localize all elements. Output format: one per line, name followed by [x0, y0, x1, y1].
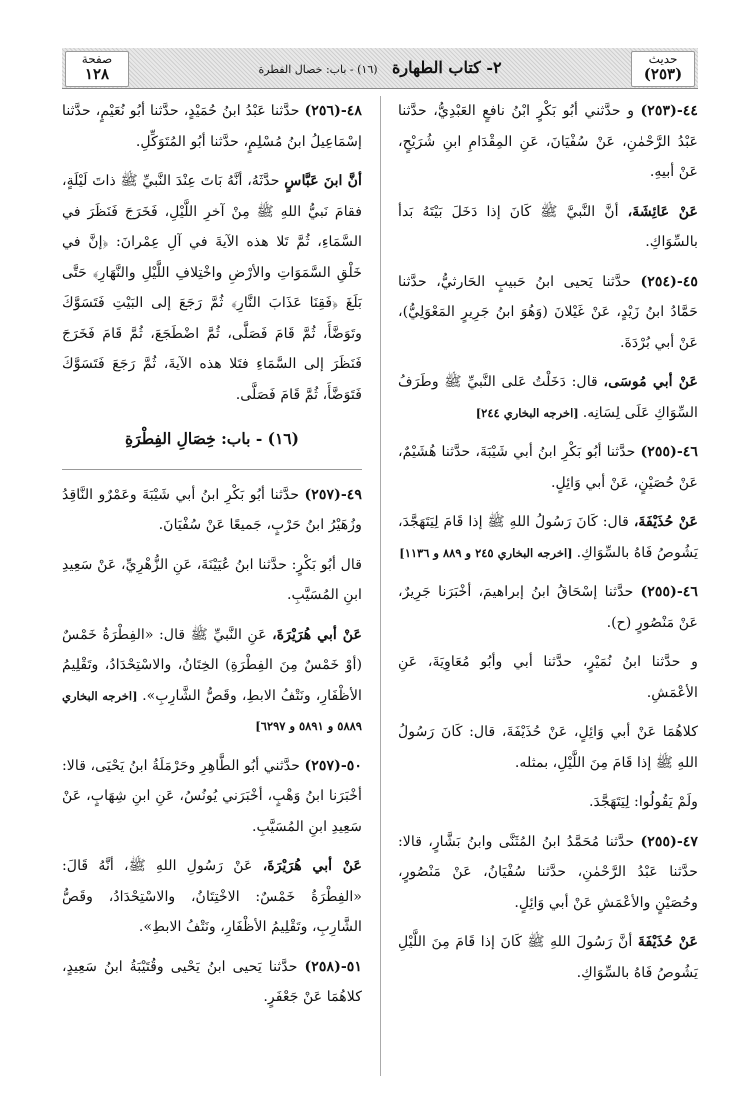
hadith-paragraph	[398, 717, 698, 778]
chapter-reference: (١٦) - باب: خصال الفطرة	[258, 63, 378, 76]
hadith-paragraph	[398, 437, 698, 498]
hadith-paragraph	[398, 367, 698, 428]
hadith-number: ٤٦-(٢٥٥)	[640, 444, 698, 460]
source-reference: [اخرجه البخاري ٥٨٨٩ و ٥٨٩١ و ٦٢٩٧]	[62, 688, 362, 733]
hadith-paragraph	[398, 787, 698, 818]
hadith-paragraph	[398, 647, 698, 708]
hadith-label: حديث	[648, 52, 678, 66]
hadith-number-box	[631, 51, 695, 87]
narrator: عَنْ أبي هُرَيْرَةَ،	[272, 626, 362, 643]
book-page	[62, 48, 698, 1078]
hadith-paragraph	[398, 827, 698, 919]
hadith-number: ٤٥-(٢٥٤)	[640, 273, 698, 290]
hadith-text: عَنِ النَّبيِّ ﷺ قال: «الفِطْرَةُ خَمْسٌ (أوْ خَمْسٌ مِنَ الفِطْرَةِ) الخِتَانُ، والاسْتِحْدَادُ، وتَقْلِيمُ الأظْفَارِ، ونَتْفُ الابطِ، وقَصُّ الشَّارِبِ».	[62, 626, 363, 704]
hadith-text: أنَّ رَسُولَ اللهِ ﷺ كَانَ إذا قَامَ مِنَ اللَّيْلِ يَشُوصُ فَاهُ بالسِّوَاكِ.	[398, 934, 698, 981]
hadith-number: ٤٨-(٢٥٦)	[304, 103, 362, 119]
hadith-number: ٤٤-(٢٥٣)	[640, 103, 698, 119]
hadith-paragraph	[398, 927, 698, 988]
hadith-text: حدَّثنا إسْحَاقُ ابنُ إبراهيمَ، أخْبَرَنا جَرِيرٌ، عَنْ مَنْصُورٍ (ح).	[398, 584, 698, 631]
hadith-paragraph	[62, 166, 362, 410]
narrator: أنَّ ابنَ عَبَّاسٍ	[284, 173, 362, 189]
page-label: صفحة	[81, 52, 113, 66]
narrator: عَنْ عَائِشَةَ،	[627, 203, 698, 220]
hadith-number: ٥٠-(٢٥٧)	[304, 757, 362, 774]
hadith-paragraph	[62, 620, 362, 742]
left-text-column	[62, 96, 362, 1022]
hadith-paragraph	[62, 952, 362, 1013]
hadith-text: حدَّثنا مُحَمَّدُ ابنُ المُثَنَّى وابنُ بَشَّارٍ، قالا: حدَّثنا عَبْدُ الرَّحْمٰنِ، حدَّثنا سُفْيَانُ، عَنْ مَنْصُورٍ، وحُصَيْنٍ والأعْمَشِ عَنْ أبي وَائِلٍ.	[398, 833, 698, 911]
chapter-rule	[62, 469, 362, 470]
hadith-text: حدَّثني أبُو الطَّاهِرِ وحَرْمَلَةُ ابنُ يَحْيَى، قالا: أخْبَرَنا ابنُ وَهْبٍ، أخْبَرَني يُونُسُ، عَنِ ابنِ شِهَابٍ، عَنْ سَعِيدِ ابنِ المُسَيَّبِ.	[62, 757, 362, 835]
hadith-text: كلاهُمَا عَنْ أبي وَائِلٍ، عَنْ حُذَيْفَةَ، قال: كَانَ رَسُولُ اللهِ ﷺ إذا قَامَ مِنَ اللَّيْلِ، بمثله.	[398, 724, 698, 771]
page-number-box	[65, 51, 129, 87]
hadith-text: حدَّثنا يَحيى ابنُ حَبيبٍ الحَارثيُّ، حدَّثنا حَمَّادُ ابنُ زَيْدٍ، عَنْ غَيْلانَ (وَهُوَ ابنُ جَرِيرٍ المَعْوَلِيُّ)، عَنْ أبي بُرْدَةَ.	[398, 273, 698, 351]
narrator: عَنْ أبي هُرَيْرَةَ،	[262, 858, 362, 874]
column-divider	[380, 96, 381, 1076]
narrator: عَنْ حُذَيْفَةَ	[637, 934, 698, 950]
hadith-number: ٤٦-(٢٥٥)	[640, 584, 698, 600]
hadith-text: حدَّثنا أبُو بَكْرِ ابنُ أبي شَيْبَةَ وعَمْرٌو النَّاقِدُ وزُهَيْرُ ابنُ حَرْبٍ، جَميعًا عَنْ سُفْيَانَ.	[62, 486, 362, 533]
hadith-number: ٥١-(٢٥٨)	[304, 958, 362, 975]
hadith-paragraph	[398, 96, 698, 188]
chapter-heading: (١٦) - باب: خِصَالِ الفِطْرَةِ	[125, 429, 299, 448]
hadith-paragraph	[62, 96, 362, 157]
page-number: ١٢٨	[84, 65, 110, 83]
hadith-paragraph	[62, 480, 362, 541]
hadith-paragraph	[62, 550, 362, 611]
page-header	[62, 48, 698, 89]
hadith-text: قال: دَخَلْتُ عَلى النَّبيِّ ﷺ وطَرَفُ السِّوَاكِ عَلَى لِسَانِه.	[398, 374, 698, 421]
narrator: عَنْ أبي مُوسَى،	[603, 374, 698, 390]
hadith-text: عَنْ رَسُولِ اللهِ ﷺ، أنَّهُ قَالَ: «الفِطْرَةُ خَمْسٌ: الاخْتِتَانُ، والاسْتِحْدَادُ، وقَصُّ الشَّارِبِ، وتَقْلِيمُ الأظْفَارِ، ونَتْفُ الابطِ».	[62, 858, 362, 935]
hadith-paragraph	[398, 577, 698, 638]
hadith-text: أنَّ النَّبيَّ ﷺ كَانَ إذا دَخَلَ بَيْتَهُ بَدأ بالسِّوَاكِ.	[398, 203, 698, 250]
hadith-number: (٢٥٣)	[643, 65, 683, 83]
hadith-number: ٤٧-(٢٥٥)	[640, 833, 698, 850]
hadith-text: حدَّثنا أبُو بَكْرِ ابنُ أبي شَيْبَةَ، حدَّثنا هُشَيْمٌ، عَنْ حُصَيْنٍ، عَنْ أبي وَائِلٍ.	[398, 444, 698, 491]
hadith-text: حدَّثنا عَبْدُ ابنُ حُمَيْدٍ، حدَّثنا أبُو نُعَيْمٍ، حدَّثنا إسْمَاعِيلُ ابنُ مُسْلِمٍ، حدَّثنا أبُو المُتَوَكِّلِ.	[62, 103, 362, 150]
hadith-paragraph	[398, 507, 698, 568]
hadith-number: ٤٩-(٢٥٧)	[304, 486, 362, 503]
source-reference: [اخرجه البخاري ٢٤٤]	[475, 405, 583, 420]
hadith-paragraph	[62, 851, 362, 943]
hadith-paragraph	[62, 751, 362, 843]
right-text-column	[398, 96, 698, 997]
hadith-text: قال: كَانَ رَسُولُ اللهِ ﷺ إذا قَامَ لِيَتَهَجَّدَ، يَشُوصُ فَاهُ بالسِّوَاكِ.	[398, 514, 698, 561]
hadith-text: حدَّثنا يَحيى ابنُ يَحْيى وقُتَيْبَةُ ابنُ سَعِيدٍ، كلاهُمَا عَنْ جَعْفَرٍ.	[62, 958, 362, 1005]
hadith-text: و حدَّثني أبُو بَكْرٍ ابْنُ نافعٍ العَبْدِيُّ، حدَّثنا عَبْدُ الرَّحْمٰنِ، عَنْ سُفْيَانَ، عَنِ المِقْدَامِ ابنِ شُرَيْحٍ، عَنْ أبيهِ.	[398, 103, 698, 180]
narrator: عَنْ حُذَيْفَةَ،	[633, 514, 698, 530]
hadith-text: ولَمْ يَقُولُوا: لِيَتَهَجَّدَ.	[588, 794, 698, 810]
hadith-paragraph	[398, 197, 698, 258]
hadith-paragraph	[398, 267, 698, 359]
source-reference: [اخرجه البخاري ٢٤٥ و ٨٨٩ و ١١٣٦]	[399, 545, 577, 560]
book-title: ٢- كتاب الطهارة	[392, 58, 502, 77]
hadith-text: حدَّثَهُ، أنَّهُ بَاتَ عِنْدَ النَّبيِّ ﷺ ذاتَ لَيْلَةٍ، فقامَ نَبيُّ اللهِ ﷺ مِنْ آخرِ اللَّيْلِ، فَخَرَجَ فَنَظَرَ في السَّمَاءِ، ثُمَّ تَلا هذه الآيةَ في آلِ عِمْرانَ: ﴿إنَّ في خَلْقِ السَّمَوَاتِ والأرْضِ واخْتِلافِ اللَّيْلِ والنَّهَارِ﴾ حَتَّى بَلَغَ ﴿فَقِنَا عَذَابَ النَّارِ﴾ ثُمَّ رَجَعَ إلى البَيْتِ فَتَسَوَّكَ وتَوَضَّأَ، ثُمَّ قَامَ فَصَلَّى، ثُمَّ اضْطَجَعَ، ثُمَّ قَامَ فَخَرَجَ فَنَظَرَ إلى السَّمَاءِ فتَلا هذه الآيةَ، ثُمَّ رَجَعَ فَتَسَوَّكَ فَتَوَضَّأَ، ثُمَّ قَامَ فَصَلَّى.	[62, 173, 362, 403]
hadith-text: و حدَّثنا ابنُ نُمَيْرٍ، حدَّثنا أبي وأبُو مُعَاوِيَةَ، عَنِ الأعْمَشِ.	[398, 654, 698, 701]
header-title	[132, 56, 628, 80]
hadith-text: قال أبُو بَكْرٍ: حدَّثنا ابنُ عُيَيْنَةَ، عَنِ الزُّهْرِيِّ، عَنْ سَعِيدِ ابنِ المُسَيَّبِ.	[62, 556, 362, 603]
